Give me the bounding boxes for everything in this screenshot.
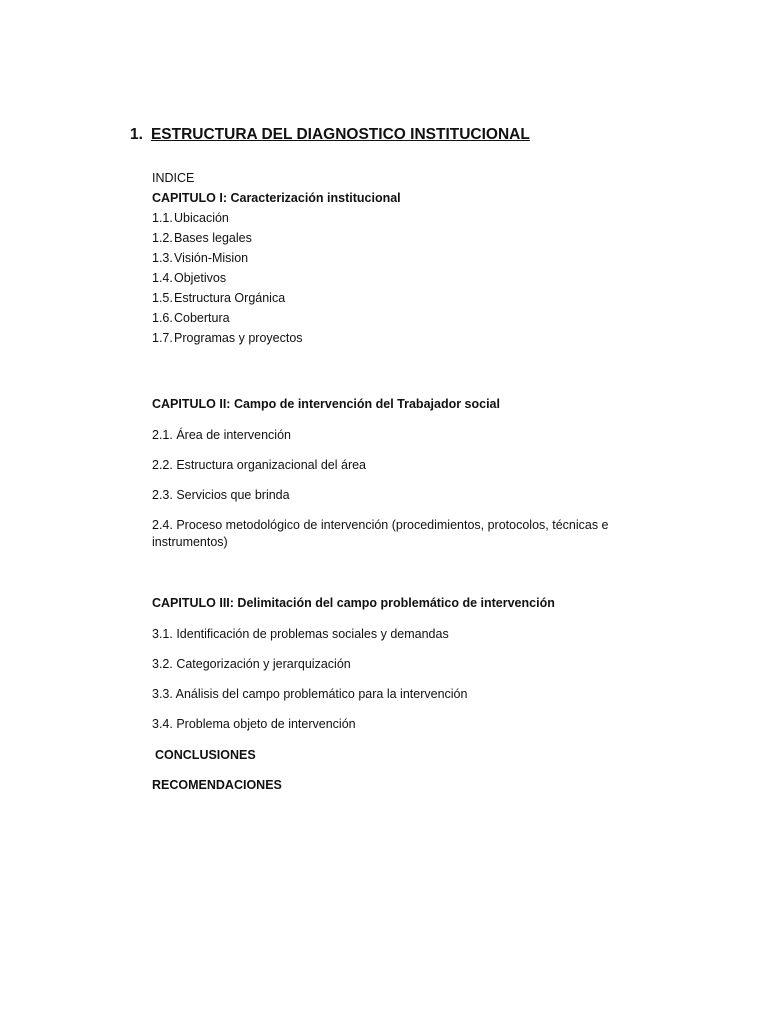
section-heading <box>130 126 530 144</box>
chapter2-item: 2.4. Proceso metodológico de intervención (procedimientos, protocolos, técnicas e instrumentos) <box>152 518 609 549</box>
item-text: Programas y proyectos <box>174 331 303 345</box>
item-number: 1.5. <box>152 291 173 305</box>
chapter2-item: 2.1. Área de intervención <box>152 428 291 442</box>
chapter1-item <box>152 290 285 307</box>
section-title: ESTRUCTURA DEL DIAGNOSTICO INSTITUCIONAL <box>150 126 530 143</box>
item-text: Cobertura <box>174 311 230 325</box>
chapter1-item <box>152 270 226 287</box>
item-number: 1.7. <box>152 331 173 345</box>
item-text: Ubicación <box>174 211 229 225</box>
chapter1-item <box>152 210 229 227</box>
chapter2-item: 2.2. Estructura organizacional del área <box>152 458 367 472</box>
chapter2-title: CAPITULO II: Campo de intervención del Trabajador social <box>152 397 500 411</box>
item-text: Visión-Mision <box>174 251 249 265</box>
recommendations-heading: RECOMENDACIONES <box>152 778 282 792</box>
item-number: 1.2. <box>152 231 173 245</box>
chapter3-item: 3.2. Categorización y jerarquización <box>152 657 351 671</box>
chapter3-item: 3.3. Análisis del campo problemático para la intervención <box>152 687 468 701</box>
item-number: 1.4. <box>152 271 173 285</box>
item-text: Bases legales <box>174 231 252 245</box>
chapter3-item: 3.4. Problema objeto de intervención <box>152 717 356 731</box>
item-text: Objetivos <box>174 271 227 285</box>
chapter1-item <box>152 310 230 327</box>
index-label: INDICE <box>152 171 195 185</box>
item-number: 1.3. <box>152 251 173 265</box>
item-text: Estructura Orgánica <box>174 291 286 305</box>
chapter1-title: CAPITULO I: Caracterización institucional <box>152 191 401 205</box>
chapter2-item: 2.3. Servicios que brinda <box>152 488 290 502</box>
chapter1-item <box>152 250 248 267</box>
section-number: 1. <box>130 126 143 143</box>
chapter1-item <box>152 230 252 247</box>
conclusions-heading: CONCLUSIONES <box>155 748 256 762</box>
item-number: 1.6. <box>152 311 173 325</box>
chapter3-title: CAPITULO III: Delimitación del campo problemático de intervención <box>152 596 555 610</box>
item-number: 1.1. <box>152 211 173 225</box>
chapter3-item: 3.1. Identificación de problemas sociales y demandas <box>152 627 449 641</box>
chapter1-item <box>152 330 303 347</box>
